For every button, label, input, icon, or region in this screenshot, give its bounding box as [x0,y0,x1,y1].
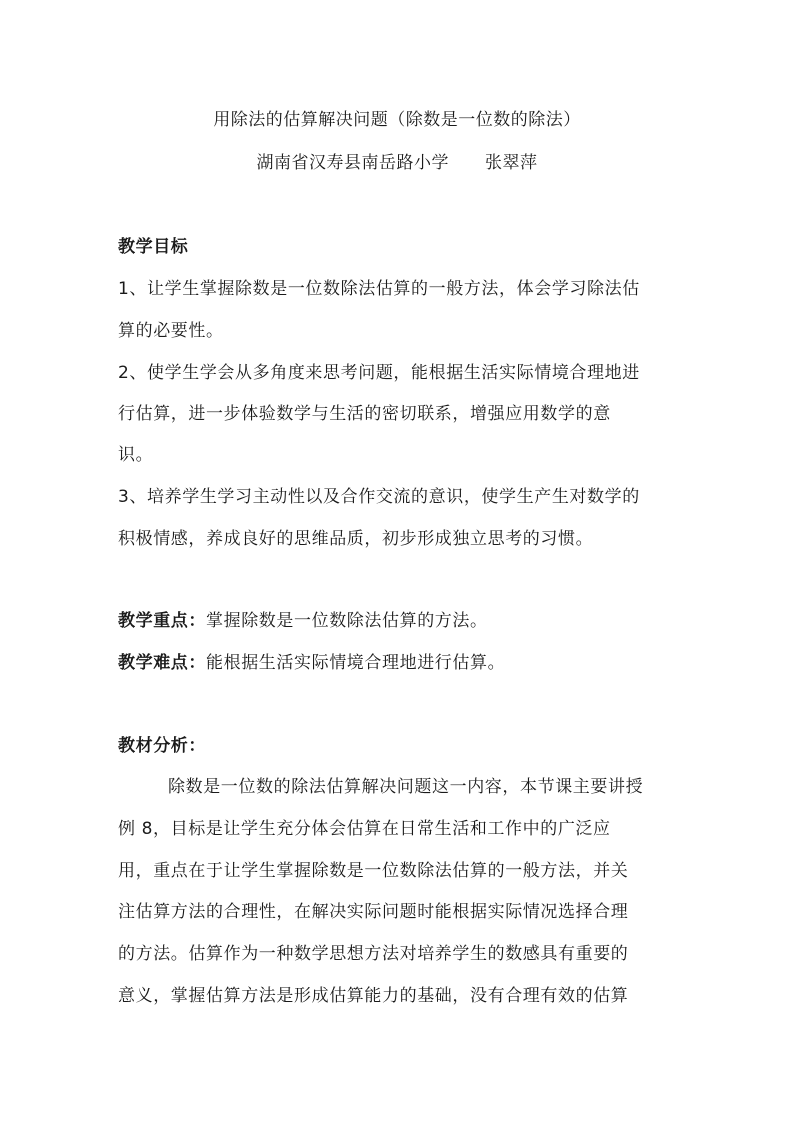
analysis-line: 例 8，目标是让学生充分体会估算在日常生活和工作中的广泛应 [118,819,611,839]
objectives-heading: 教学目标 [118,237,189,257]
school-name: 湖南省汉寿县南岳路小学 [256,153,449,173]
objective-line: 行估算，进一步体验数学与生活的密切联系，增强应用数学的意 [118,404,611,424]
analysis-line: 的方法。估算作为一种数学思想方法对培养学生的数感具有重要的 [118,944,629,964]
objective-line: 1、让学生掌握除数是一位数除法估算的一般方法，体会学习除法估 [118,279,640,299]
author-line [0,148,794,173]
document-title: 用除法的估算解决问题（除数是一位数的除法） [213,110,581,130]
objective-line: 算的必要性。 [118,321,224,341]
analysis-line: 用，重点在于让学生掌握除数是一位数除法估算的一般方法，并关 [118,861,629,881]
difficulty-label: 教学难点： [118,653,206,673]
objective-line: 积极情感，养成良好的思维品质，初步形成独立思考的习惯。 [118,529,594,549]
teaching-focus [118,606,488,631]
analysis-line: 意义，掌握估算方法是形成估算能力的基础，没有合理有效的估算 [118,986,629,1006]
analysis-line: 注估算方法的合理性，在解决实际问题时能根据实际情况选择合理 [118,902,629,922]
focus-text: 掌握除数是一位数除法估算的方法。 [206,611,488,631]
teaching-difficulty [118,648,505,673]
author-name: 张翠萍 [485,153,538,173]
difficulty-text: 能根据生活实际情境合理地进行估算。 [206,653,506,673]
objective-line: 识。 [118,445,154,465]
focus-label: 教学重点： [118,611,206,631]
analysis-heading: 教材分析： [118,736,206,756]
objective-line: 2、使学生学会从多角度来思考问题，能根据生活实际情境合理地进 [118,363,640,383]
objective-line: 3、培养学生学习主动性以及合作交流的意识，使学生产生对数学的 [118,487,640,507]
analysis-line: 除数是一位数的除法估算解决问题这一内容，本节课主要讲授 [168,777,644,797]
